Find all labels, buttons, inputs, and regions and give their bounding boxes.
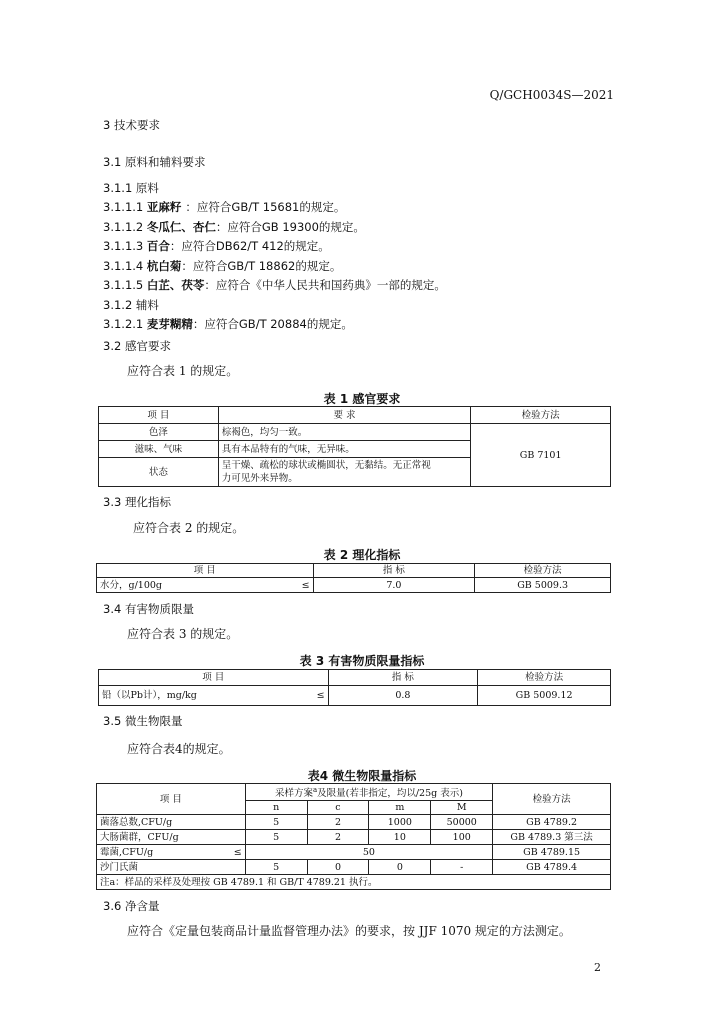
table-subheader-cell: m [369,801,431,815]
section-3-6-text: 应符合《定量包装商品计量监督管理办法》的要求，按 JJF 1070 规定的方法测定。 [127,924,571,938]
clause-3-1-1-4: 3.1.1.4 杭白菊：应符合GB/T 18862的规定。 [103,259,342,273]
table-cell: 霉菌,CFU/g ≤ [97,845,246,860]
section-3-4-text: 应符合表 3 的规定。 [127,627,239,641]
table-cell: 2 [307,815,369,830]
section-3-1-heading: 3.1 原料和辅料要求 [103,155,206,169]
table-subheader-cell: M [431,801,493,815]
table-cell: 滋味、气味 [99,441,219,458]
table-cell: 具有本品特有的气味，无异味。 [218,441,470,458]
section-3-heading: 3 技术要求 [103,118,160,132]
table-cell: 5 [245,815,307,830]
clause-3-1-1-3: 3.1.1.3 百合：应符合DB62/T 412的规定。 [103,239,330,253]
table-header-cell: 项 目 [97,564,314,578]
section-3-1-2-heading: 3.1.2 辅料 [103,298,159,312]
table-3-harmful-substances [98,669,611,706]
table-header-cell: 要 求 [218,407,470,424]
table-1-caption: 表 1 感官要求 [323,392,401,406]
table-cell: GB 5009.12 [478,686,611,706]
table-subheader-cell: n [245,801,307,815]
table-4-caption: 表4 微生物限量指标 [307,769,417,783]
table-cell: - [431,860,493,875]
table-cell: 状态 [99,458,219,487]
table-3-caption: 表 3 有害物质限量指标 [299,654,425,668]
table-cell: 7.0 [313,578,475,593]
section-3-6-heading: 3.6 净含量 [103,899,160,913]
table-cell: 色泽 [99,424,219,441]
table-cell: 菌落总数,CFU/g [97,815,246,830]
table-header-cell: 检验方法 [471,407,611,424]
section-3-5-text: 应符合表4的规定。 [127,742,231,756]
table-header-cell: 采样方案$^a$及限量(若非指定，均以/25g 表示) [245,784,492,801]
table-note: 注a：样品的采样及处理按 GB 4789.1 和 GB/T 4789.21 执行。 [97,875,611,890]
table-2-caption: 表 2 理化指标 [323,548,401,562]
table-header-cell: 项 目 [99,670,329,686]
table-cell: GB 7101 [471,424,611,487]
clause-3-1-1-5: 3.1.1.5 白芷、茯苓：应符合《中华人民共和国药典》一部的规定。 [103,278,446,292]
table-2-physicochemical [96,563,611,593]
section-3-4-heading: 3.4 有害物质限量 [103,602,194,616]
table-cell: 沙门氏菌 [97,860,246,875]
table-cell: 10 [369,830,431,845]
section-3-1-1-heading: 3.1.1 原料 [103,181,159,195]
table-cell: 50 [245,845,492,860]
table-cell: 0.8 [328,686,478,706]
section-3-5-heading: 3.5 微生物限量 [103,714,183,728]
table-cell: 0 [369,860,431,875]
table-cell: 大肠菌群，CFU/g [97,830,246,845]
table-subheader-cell: c [307,801,369,815]
table-header-cell: 指 标 [313,564,475,578]
table-cell: 5 [245,860,307,875]
table-header-cell: 指 标 [328,670,478,686]
section-3-3-heading: 3.3 理化指标 [103,495,171,509]
table-header-cell: 项 目 [97,784,246,815]
clause-3-1-1-2: 3.1.1.2 冬瓜仁、杏仁：应符合GB 19300的规定。 [103,220,365,234]
table-header-cell: 检验方法 [478,670,611,686]
table-cell: GB 4789.3 第三法 [493,830,611,845]
table-cell: 100 [431,830,493,845]
table-header-cell: 检验方法 [475,564,611,578]
table-cell: GB 4789.15 [493,845,611,860]
table-cell: 铅（以Pb计），mg/kg ≤ [99,686,329,706]
table-4-microbial-limits [96,783,611,890]
section-3-3-text: 应符合表 2 的规定。 [133,521,245,535]
clause-3-1-1-1: 3.1.1.1 亚麻籽 ：应符合GB/T 15681的规定。 [103,200,346,214]
table-header-cell: 检验方法 [493,784,611,815]
table-cell: 水分，g/100g ≤ [97,578,314,593]
section-3-2-heading: 3.2 感官要求 [103,339,171,353]
table-header-cell: 项 目 [99,407,219,424]
table-cell: 0 [307,860,369,875]
table-cell: 呈干燥、疏松的球状或椭圆状，无黏结。无正常视 力可见外来异物。 [218,458,470,487]
table-cell: GB 4789.2 [493,815,611,830]
table-cell: 棕褐色，均匀一致。 [218,424,470,441]
table-cell: 50000 [431,815,493,830]
table-cell: GB 4789.4 [493,860,611,875]
table-cell: 1000 [369,815,431,830]
table-cell: 5 [245,830,307,845]
document-code: Q/GCH0034S—2021 [489,88,614,102]
clause-3-1-2-1: 3.1.2.1 麦芽糊精：应符合GB/T 20884的规定。 [103,317,353,331]
section-3-2-text: 应符合表 1 的规定。 [127,364,239,378]
table-cell: GB 5009.3 [475,578,611,593]
table-cell: 2 [307,830,369,845]
page-number: 2 [594,961,601,974]
table-1-sensory [98,406,611,487]
